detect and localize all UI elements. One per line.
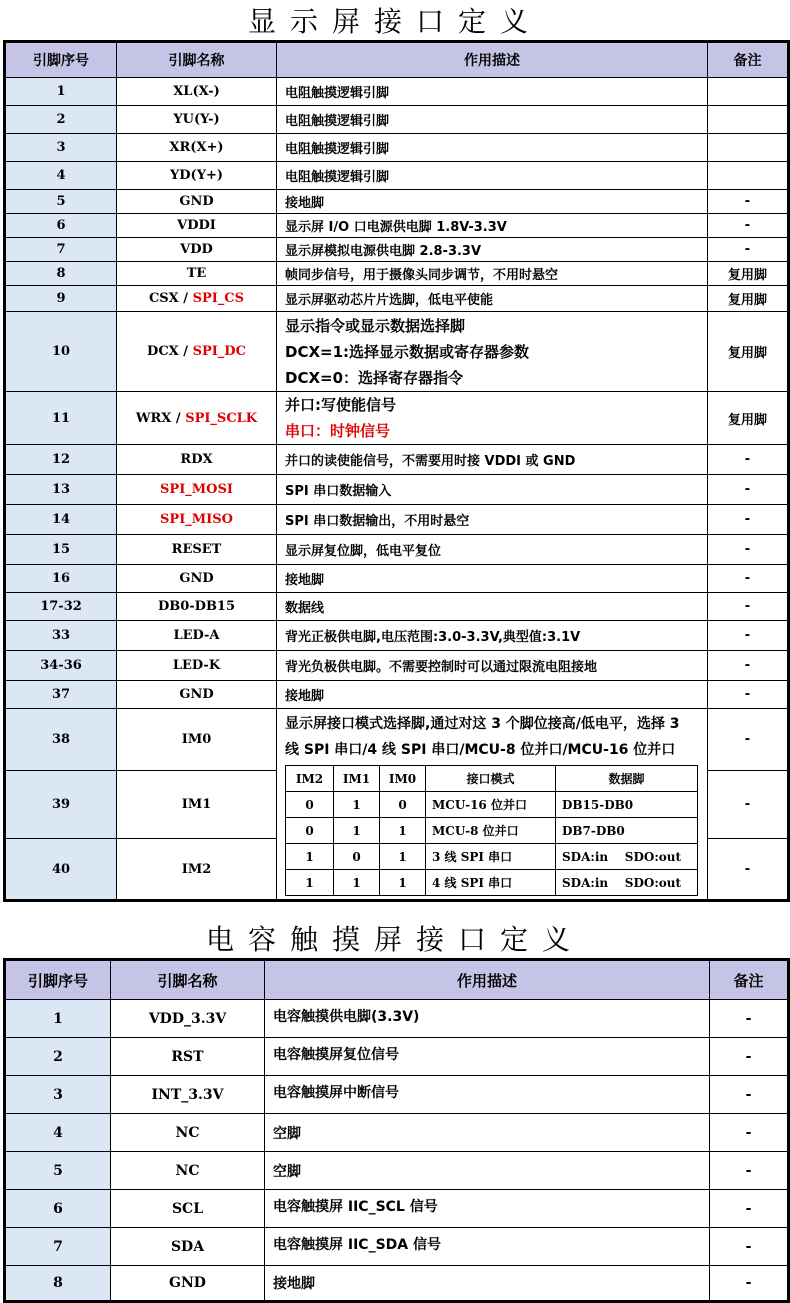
pin-note: - [708,445,789,475]
table-row [5,214,789,238]
pin-number: 10 [5,312,117,392]
pin-name: INT_3.3V [111,1076,265,1114]
pin-number: 1 [5,1000,111,1038]
mode-im0: 1 [380,818,426,844]
description-line: 显示屏接口模式选择脚,通过对这 3 个脚位接高/低电平，选择 3 [285,716,680,732]
header-description: 作用描述 [265,960,710,1000]
pin-description: 显示屏模拟电源供电脚 2.8-3.3V [277,238,708,262]
mode-header-im1: IM1 [334,766,380,792]
mode-im1: 1 [334,792,380,818]
pin-number: 17-32 [5,593,117,621]
pin-number: 11 [5,392,117,445]
pin-name: IM2 [117,839,277,901]
pin-name: SCL [111,1190,265,1228]
pin-name: XR(X+) [117,134,277,162]
pin-number: 8 [5,262,117,286]
mode-header-data-pins: 数据脚 [556,766,698,792]
pin-note: 复用脚 [708,286,789,312]
mode-header-im0: IM0 [380,766,426,792]
pin-description: 电容触摸屏 IIC_SDA 信号 [265,1228,710,1266]
pin-name: XL(X-) [117,78,277,106]
pin-name: NC [111,1152,265,1190]
display-interface-title: 显示屏接口定义 [247,5,542,38]
pin-note: - [710,1038,789,1076]
pin-description: 背光正极供电脚,电压范围:3.0-3.3V,典型值:3.1V [277,621,708,651]
mode-im2: 0 [286,792,334,818]
pin-number: 5 [5,1152,111,1190]
table-row [5,1038,789,1076]
pin-note: - [708,593,789,621]
pin-note: - [708,535,789,565]
table-row [5,565,789,593]
pin-note: - [710,1152,789,1190]
mode-interface: MCU-16 位并口 [426,792,556,818]
pin-number: 14 [5,505,117,535]
mode-im2: 0 [286,818,334,844]
pin-name: VDDI [117,214,277,238]
pin-number: 12 [5,445,117,475]
table-row [5,1076,789,1114]
mode-table-header [286,766,698,792]
pin-number: 37 [5,681,117,709]
pin-name: SPI_MISO [117,505,277,535]
pin-note: 复用脚 [708,262,789,286]
pin-description: 显示屏复位脚，低电平复位 [277,535,708,565]
description-line-serial: 串口：时钟信号 [285,422,391,440]
pin-description: 电阻触摸逻辑引脚 [277,134,708,162]
table-row [5,134,789,162]
pin-description: 并口的读使能信号，不需要用时接 VDDI 或 GND [277,445,708,475]
touch-pin-table [3,958,790,1303]
pin-note: - [708,565,789,593]
table-row [5,621,789,651]
description-line: 并口:写使能信号 [285,396,396,414]
mode-table-row [286,844,698,870]
im-mode-table [285,765,698,896]
table-row [5,593,789,621]
description-line: DCX=1:选择显示数据或寄存器参数 [285,342,530,361]
header-pin-number: 引脚序号 [5,42,117,78]
pin-number: 16 [5,565,117,593]
mode-interface: 4 线 SPI 串口 [426,870,556,896]
pin-note: - [708,190,789,214]
table-row [5,162,789,190]
pin-note: - [708,505,789,535]
pin-name-primary: CSX / [148,291,193,306]
pin-note: 复用脚 [708,392,789,445]
table-row [5,190,789,214]
pin-number: 2 [5,106,117,134]
pin-name: IM1 [117,771,277,839]
pin-name: SDA [111,1228,265,1266]
pin-description: 接地脚 [277,565,708,593]
table-row [5,651,789,681]
table-row [5,475,789,505]
mode-im0: 1 [380,844,426,870]
pin-description: 数据线 [277,593,708,621]
pin-note [708,78,789,106]
mode-table-row [286,870,698,896]
pin-number: 3 [5,134,117,162]
pin-number: 40 [5,839,117,901]
mode-im2: 1 [286,844,334,870]
mode-im1: 1 [334,818,380,844]
header-pin-name: 引脚名称 [117,42,277,78]
pin-description: 电阻触摸逻辑引脚 [277,106,708,134]
pin-note: - [710,1114,789,1152]
mode-data-pins: SDA:in SDO:out [556,844,698,870]
display-pin-table [3,40,790,902]
pin-name: TE [117,262,277,286]
pin-note: - [710,1228,789,1266]
description-line: 线 SPI 串口/4 线 SPI 串口/MCU-8 位并口/MCU-16 位并口 [285,742,676,758]
mode-im0: 0 [380,792,426,818]
pin-note: - [708,839,789,901]
mode-im1: 0 [334,844,380,870]
pin-name: GND [111,1266,265,1302]
touch-interface-title: 电容触摸屏接口定义 [205,923,584,956]
pin-name: GND [117,190,277,214]
pin-number: 5 [5,190,117,214]
pin-number: 4 [5,162,117,190]
pin-number: 2 [5,1038,111,1076]
header-pin-number: 引脚序号 [5,960,111,1000]
pin-number: 39 [5,771,117,839]
mode-table-row [286,792,698,818]
pin-description: 背光负极供电脚。不需要控制时可以通过限流电阻接地 [277,651,708,681]
table-row [5,1000,789,1038]
mode-data-pins: DB15-DB0 [556,792,698,818]
pin-name [117,392,277,445]
pin-name: YD(Y+) [117,162,277,190]
mode-data-pins: DB7-DB0 [556,818,698,844]
pin-number: 6 [5,1190,111,1228]
header-note: 备注 [708,42,789,78]
table-header-row [5,960,789,1000]
pin-note: - [708,475,789,505]
pin-number: 38 [5,709,117,771]
mode-im0: 1 [380,870,426,896]
pin-number: 6 [5,214,117,238]
pin-note: - [708,214,789,238]
pin-description: 接地脚 [277,681,708,709]
pin-name: GND [117,681,277,709]
pin-name: LED-A [117,621,277,651]
table-row [5,681,789,709]
pin-note: - [708,681,789,709]
pin-description [277,312,708,392]
pin-note: - [708,771,789,839]
pin-name-spi: SPI_CS [192,291,245,306]
pin-name: VDD [117,238,277,262]
table-row [5,1152,789,1190]
table-row [5,238,789,262]
pin-note: - [708,651,789,681]
pin-name: LED-K [117,651,277,681]
pin-name-primary: DCX / [147,344,193,359]
pin-number: 15 [5,535,117,565]
pin-description: SPI 串口数据输出，不用时悬空 [277,505,708,535]
pin-note [708,134,789,162]
table-row [5,106,789,134]
pin-description: 电容触摸屏复位信号 [265,1038,710,1076]
pin-description [277,392,708,445]
table-row [5,505,789,535]
pin-description: 显示屏 I/O 口电源供电脚 1.8V-3.3V [277,214,708,238]
pin-note: - [710,1190,789,1228]
mode-im1: 1 [334,870,380,896]
pin-description: 接地脚 [265,1266,710,1302]
table-row [5,286,789,312]
pin-description: 电容触摸屏 IIC_SCL 信号 [265,1190,710,1228]
pin-description: SPI 串口数据输入 [277,475,708,505]
table-row [5,262,789,286]
pin-note: - [710,1076,789,1114]
im-mode-description [277,709,708,901]
pin-name: RDX [117,445,277,475]
header-note: 备注 [710,960,789,1000]
pin-name-primary: WRX / [135,410,186,426]
pin-name [117,286,277,312]
mode-interface: 3 线 SPI 串口 [426,844,556,870]
table-row [5,1266,789,1302]
pin-name [117,312,277,392]
pin-note [708,162,789,190]
pin-name: VDD_3.3V [111,1000,265,1038]
pin-number: 9 [5,286,117,312]
pin-number: 4 [5,1114,111,1152]
table-row [5,78,789,106]
description-line: 显示指令或显示数据选择脚 [285,316,466,335]
mode-im2: 1 [286,870,334,896]
pin-description: 电容触摸屏中断信号 [265,1076,710,1114]
pin-name: IM0 [117,709,277,771]
pin-note: - [708,621,789,651]
pin-name-spi: SPI_DC [192,344,246,359]
pin-name: DB0-DB15 [117,593,277,621]
pin-note: - [708,238,789,262]
pin-note: - [710,1000,789,1038]
table-row [5,445,789,475]
pin-note: - [710,1266,789,1302]
table-row [5,709,789,771]
pin-number: 33 [5,621,117,651]
table-row [5,535,789,565]
pin-description: 帧同步信号，用于摄像头同步调节，不用时悬空 [277,262,708,286]
pin-name-spi: SPI_SCLK [185,410,258,426]
table-header-row [5,42,789,78]
pin-name: YU(Y-) [117,106,277,134]
pin-description: 空脚 [265,1114,710,1152]
pin-name: SPI_MOSI [117,475,277,505]
table-row [5,392,789,445]
mode-header-interface: 接口模式 [426,766,556,792]
mode-data-pins: SDA:in SDO:out [556,870,698,896]
pin-description: 电容触摸供电脚(3.3V) [265,1000,710,1038]
pin-description: 电阻触摸逻辑引脚 [277,162,708,190]
pin-description: 电阻触摸逻辑引脚 [277,78,708,106]
pin-number: 7 [5,1228,111,1266]
pin-note: 复用脚 [708,312,789,392]
table-row [5,312,789,392]
pin-number: 34-36 [5,651,117,681]
pin-number: 3 [5,1076,111,1114]
mode-table-row [286,818,698,844]
pin-note [708,106,789,134]
pin-name: NC [111,1114,265,1152]
mode-interface: MCU-8 位并口 [426,818,556,844]
pin-note: - [708,709,789,771]
description-line: DCX=0：选择寄存器指令 [285,368,464,387]
table-row [5,1228,789,1266]
pin-description: 接地脚 [277,190,708,214]
pin-number: 13 [5,475,117,505]
table-row [5,1190,789,1228]
header-description: 作用描述 [277,42,708,78]
mode-header-im2: IM2 [286,766,334,792]
pin-number: 1 [5,78,117,106]
pin-description: 显示屏驱动芯片片选脚，低电平使能 [277,286,708,312]
table-row [5,1114,789,1152]
header-pin-name: 引脚名称 [111,960,265,1000]
pin-name: RESET [117,535,277,565]
pin-name: RST [111,1038,265,1076]
pin-number: 8 [5,1266,111,1302]
pin-name: GND [117,565,277,593]
pin-description: 空脚 [265,1152,710,1190]
pin-number: 7 [5,238,117,262]
